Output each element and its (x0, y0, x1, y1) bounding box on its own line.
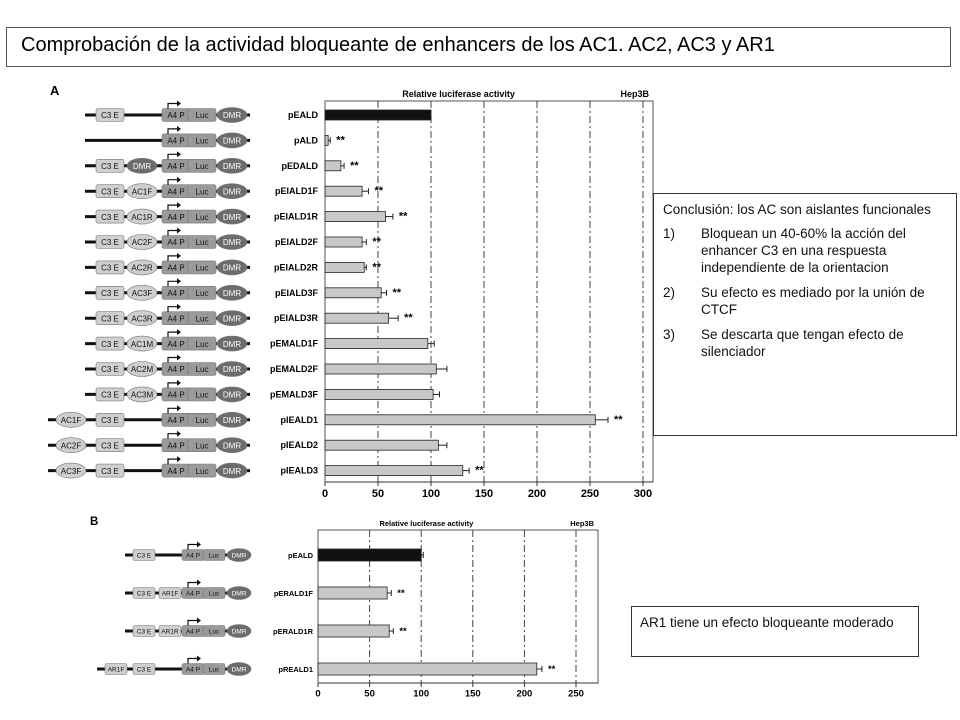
slide-title: Comprobación de la actividad bloqueante de enhancers de los AC1. AC2, AC3 y AR1 (21, 34, 775, 56)
construct-module-label: C3 E (101, 187, 119, 197)
construct-module-label: Luc (195, 136, 209, 146)
conclusion-point-text: Bloquean un 40-60% la acción del enhancer C3 en una respuesta independiente de la orientacion (701, 226, 906, 275)
bar (318, 625, 389, 637)
construct-module-label: DMR (222, 365, 242, 375)
construct-module-label: Luc (195, 415, 209, 425)
bar (325, 415, 595, 425)
conclusion-point-number: 2) (663, 285, 676, 300)
construct-module-label: C3 E (136, 628, 152, 636)
construct-module-label: A4 P (167, 212, 185, 222)
ar1-note-box (631, 606, 919, 657)
construct-module-label: Luc (208, 666, 220, 674)
bar (318, 663, 537, 675)
construct-module-label: A4 P (167, 263, 185, 273)
construct-module-label: Luc (208, 552, 220, 560)
construct-module-label: Luc (195, 288, 209, 298)
construct-module-label: C3 E (136, 666, 152, 674)
conclusion-point-1 (663, 225, 948, 276)
bar (325, 339, 428, 349)
tick-label: 150 (474, 488, 494, 500)
construct-module-label: AC3F (60, 466, 82, 476)
promoter-arrowhead (177, 177, 181, 183)
conclusion-point-number: 1) (663, 226, 676, 241)
significance-marker: ** (350, 159, 359, 172)
promoter-arrow (168, 434, 177, 439)
conclusion-point-3 (663, 326, 948, 360)
significance-marker: ** (372, 236, 381, 248)
bar (325, 364, 436, 374)
construct-module-label: AC1F (131, 187, 153, 197)
construct-module-label: A4 P (167, 365, 185, 375)
construct-module-label: C3 E (101, 263, 119, 273)
tick-label: 200 (527, 488, 547, 500)
significance-marker: ** (372, 261, 381, 274)
promoter-arrowhead (177, 202, 181, 208)
construct-module-label: DMR (132, 161, 152, 171)
construct-module-label: DMR (231, 628, 247, 636)
promoter-arrowhead (197, 580, 201, 586)
construct-module-label: A4 P (167, 136, 185, 146)
promoter-arrowhead (177, 329, 181, 335)
construct-name: pEMALD2F (270, 364, 318, 374)
construct-module-label: C3 E (101, 212, 119, 222)
construct-name: pIEALD1 (280, 414, 318, 425)
promoter-arrowhead (177, 228, 181, 234)
construct-module-label: A4 P (185, 666, 201, 674)
construct-module-label: DMR (222, 339, 242, 349)
promoter-arrow (168, 231, 177, 236)
promoter-arrowhead (177, 278, 181, 284)
construct-module-label: Luc (208, 628, 220, 636)
bar (325, 440, 438, 450)
construct-module-label: Luc (195, 212, 209, 222)
bar (325, 186, 362, 196)
chart-title: Relative luciferase activity (402, 89, 515, 99)
promoter-arrowhead (197, 656, 201, 662)
promoter-arrow (168, 358, 177, 363)
construct-module-label: C3 E (101, 314, 119, 324)
construct-module-label: DMR (222, 441, 242, 451)
construct-module-label: A4 P (167, 111, 185, 121)
significance-marker: ** (404, 312, 413, 325)
construct-name: pEMALD1F (270, 338, 318, 349)
tick-label: 0 (321, 488, 329, 500)
construct-module-label: C3 E (101, 288, 119, 298)
construct-module-label: Luc (195, 111, 209, 121)
bar (318, 587, 387, 599)
construct-module-label: AC1M (130, 339, 154, 349)
construct-module-label: Luc (195, 187, 209, 197)
promoter-arrowhead (177, 405, 181, 411)
conclusion-point-text: Su efecto es mediado por la unión de CTCF (701, 285, 925, 317)
promoter-arrowhead (177, 151, 181, 157)
construct-module-label: Luc (195, 314, 209, 324)
construct-module-label: C3 E (101, 390, 119, 400)
construct-module-label: C3 E (101, 466, 119, 476)
construct-module-label: A4 P (185, 628, 201, 636)
tick-label: 300 (633, 488, 653, 500)
significance-marker: ** (374, 185, 384, 198)
construct-name: pEIALD2F (274, 237, 318, 247)
construct-module-label: Luc (195, 466, 209, 476)
promoter-arrow (188, 659, 197, 664)
significance-marker: ** (398, 210, 408, 223)
construct-module-label: C3 E (136, 552, 152, 560)
construct-module-label: AC1R (131, 212, 153, 222)
construct-module-label: AR1R (161, 628, 179, 636)
construct-module-label: A4 P (167, 390, 185, 400)
tick-label: 100 (413, 688, 430, 700)
panel-a (48, 83, 653, 500)
construct-module-label: DMR (231, 552, 247, 560)
construct-module-label: C3 E (101, 339, 119, 349)
bar (325, 110, 431, 120)
tick-label: 250 (568, 688, 584, 700)
construct-module-label: DMR (231, 666, 247, 674)
construct-module-label: DMR (222, 415, 242, 425)
promoter-arrow (168, 256, 177, 261)
construct-module-label: DMR (222, 314, 242, 324)
construct-name: pEIALD2R (273, 262, 318, 273)
construct-module-label: A4 P (167, 466, 185, 476)
construct-module-label: DMR (222, 136, 242, 146)
panel-letter: B (90, 516, 99, 528)
tick-label: 100 (421, 488, 441, 500)
cell-line-label: Hep3B (620, 89, 649, 99)
promoter-arrow (188, 583, 197, 588)
promoter-arrow (168, 307, 177, 312)
construct-module-label: Luc (195, 238, 209, 248)
construct-name: pREALD1 (278, 665, 313, 674)
construct-module-label: DMR (222, 111, 242, 121)
panel-b (90, 516, 598, 700)
bar (325, 288, 381, 298)
construct-name: pEDALD (281, 160, 318, 171)
promoter-arrowhead (177, 253, 181, 259)
significance-marker: ** (397, 588, 405, 599)
significance-marker: ** (475, 464, 484, 477)
bar (325, 237, 362, 247)
significance-marker: ** (547, 664, 556, 675)
bar (325, 389, 433, 399)
promoter-arrow (168, 459, 177, 464)
construct-module-label: A4 P (185, 552, 201, 560)
promoter-arrowhead (177, 126, 181, 132)
promoter-arrow (168, 129, 177, 134)
promoter-arrowhead (177, 304, 181, 310)
construct-module-label: DMR (222, 212, 242, 222)
construct-module-label: C3 E (101, 161, 119, 171)
bar (325, 212, 385, 222)
construct-module-label: Luc (195, 390, 209, 400)
construct-module-label: DMR (222, 187, 242, 197)
bar (325, 135, 328, 145)
tick-label: 150 (464, 688, 481, 700)
construct-name: pEALD (288, 110, 318, 120)
construct-module-label: A4 P (185, 590, 201, 598)
bar (325, 466, 463, 476)
tick-label: 50 (364, 688, 375, 700)
bar (325, 313, 389, 323)
construct-module-label: DMR (222, 390, 242, 400)
construct-module-label: AC2F (60, 441, 82, 451)
construct-module-label: A4 P (167, 238, 185, 248)
promoter-arrowhead (177, 456, 181, 462)
significance-marker: ** (336, 134, 345, 147)
conclusion-lead: Conclusión: los AC son aislantes funcionales (663, 202, 931, 217)
cell-line-label: Hep3B (570, 519, 594, 528)
promoter-arrow (168, 408, 177, 413)
promoter-arrow (168, 154, 177, 159)
chart-title: Relative luciferase activity (379, 519, 474, 528)
promoter-arrow (168, 332, 177, 337)
construct-name: pEIALD1F (274, 186, 318, 197)
promoter-arrowhead (177, 355, 181, 361)
construct-module-label: C3 E (101, 111, 119, 121)
construct-name: pERALD1F (273, 589, 313, 598)
construct-name: pEIALD1R (273, 211, 318, 222)
construct-module-label: AC3F (131, 288, 153, 298)
construct-module-label: AR1F (107, 666, 125, 674)
conclusion-point-text: Se descarta que tengan efecto de silenciador (701, 327, 904, 359)
significance-marker: ** (614, 413, 623, 426)
construct-name: pEMALD3F (270, 389, 318, 400)
construct-name: pEALD (288, 551, 313, 560)
construct-module-label: AC2M (130, 365, 154, 375)
construct-module-label: AC1F (60, 415, 82, 425)
promoter-arrowhead (197, 618, 201, 624)
promoter-arrowhead (177, 431, 181, 437)
construct-module-label: C3 E (136, 590, 152, 598)
construct-module-label: Luc (208, 590, 220, 598)
promoter-arrow (168, 104, 177, 109)
construct-module-label: DMR (222, 288, 242, 298)
construct-module-label: C3 E (101, 238, 119, 248)
construct-name: pALD (294, 135, 318, 146)
significance-marker: ** (392, 286, 402, 299)
conclusion-point-2 (663, 284, 948, 318)
construct-name: pEIALD3R (273, 313, 318, 324)
bar (325, 262, 364, 272)
construct-module-label: DMR (231, 590, 247, 598)
construct-module-label: C3 E (101, 415, 119, 425)
construct-module-label: Luc (195, 365, 209, 375)
construct-module-label: C3 E (101, 365, 119, 375)
construct-module-label: A4 P (167, 415, 185, 425)
construct-name: pEIALD3F (274, 287, 318, 298)
promoter-arrow (188, 545, 197, 550)
construct-module-label: DMR (222, 161, 242, 171)
bar (318, 549, 421, 561)
construct-module-label: C3 E (101, 441, 119, 451)
promoter-arrow (168, 205, 177, 210)
tick-label: 50 (371, 488, 385, 500)
construct-module-label: DMR (222, 238, 242, 248)
construct-module-label: DMR (222, 263, 242, 273)
construct-module-label: A4 P (167, 161, 185, 171)
construct-module-label: Luc (195, 339, 209, 349)
construct-module-label: A4 P (167, 441, 185, 451)
construct-name: pIEALD2 (280, 440, 318, 451)
construct-module-label: Luc (195, 161, 209, 171)
construct-module-label: A4 P (167, 288, 185, 298)
tick-label: 0 (315, 688, 321, 700)
promoter-arrow (168, 383, 177, 388)
promoter-arrow (168, 180, 177, 185)
construct-module-label: A4 P (167, 187, 185, 197)
construct-module-label: AC2F (131, 238, 153, 248)
construct-module-label: Luc (195, 441, 209, 451)
construct-module-label: A4 P (167, 339, 185, 349)
conclusion-point-number: 3) (663, 327, 676, 342)
construct-module-label: AC3M (130, 390, 154, 400)
promoter-arrowhead (197, 542, 201, 548)
promoter-arrowhead (177, 101, 181, 107)
construct-module-label: A4 P (167, 314, 185, 324)
significance-marker: ** (399, 626, 407, 637)
construct-module-label: AR1F (161, 590, 179, 598)
construct-module-label: Luc (195, 263, 209, 273)
construct-module-label: AC2R (131, 263, 153, 273)
promoter-arrow (168, 281, 177, 286)
construct-module-label: AC3R (131, 314, 153, 324)
ar1-note-text: AR1 tiene un efecto bloqueante moderado (640, 615, 894, 630)
construct-name: pIEALD3 (280, 465, 318, 476)
construct-module-label: DMR (222, 466, 242, 476)
tick-label: 200 (516, 688, 533, 700)
conclusion-box (653, 193, 957, 436)
promoter-arrow (188, 621, 197, 626)
construct-name: pERALD1R (272, 627, 313, 636)
bar (325, 161, 341, 171)
panel-letter: A (50, 83, 60, 98)
promoter-arrowhead (177, 380, 181, 386)
tick-label: 250 (580, 488, 600, 500)
